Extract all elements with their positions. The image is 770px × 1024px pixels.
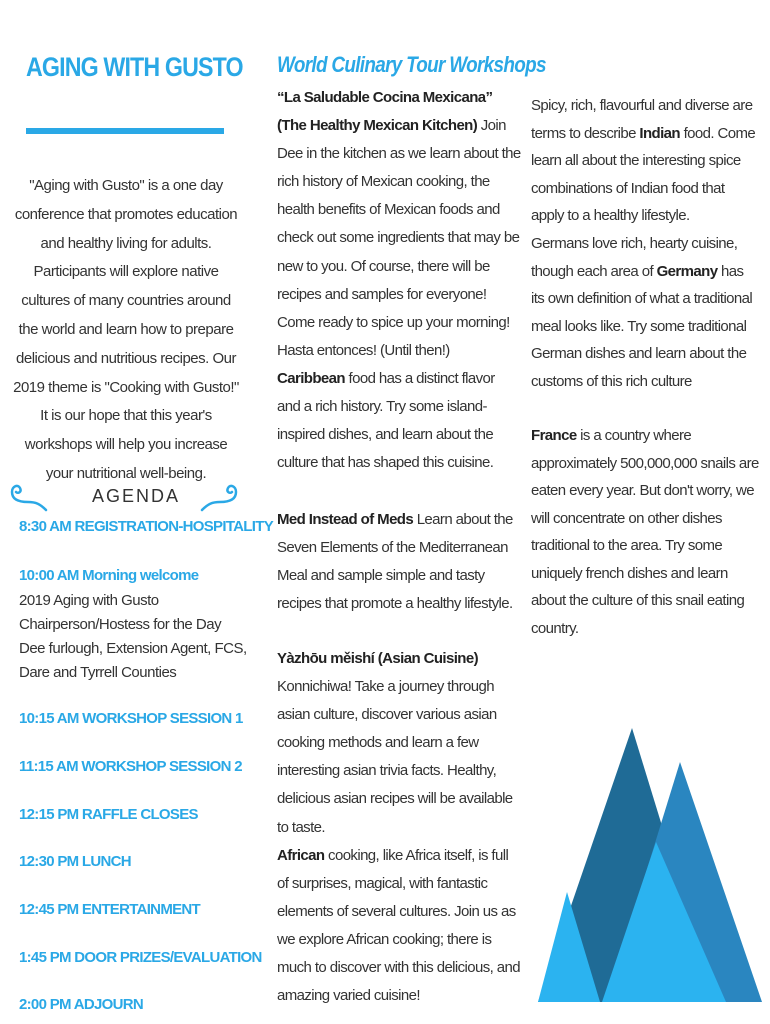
workshop-name: African bbox=[277, 847, 325, 864]
workshop-mediterranean bbox=[277, 506, 521, 618]
workshop-text: food has a distinct flavor and a rich history. Try some island-inspired dishes, and learn about the culture that has shaped this cuisine. bbox=[277, 370, 495, 472]
workshop-text-after: is a country where approximately 500,000,000 snails are eaten every year. But don't worry, we will concentrate on other dishes traditional to the area. Try some uniquely french dishes and learn about the culture of this snail eating country. bbox=[531, 427, 759, 637]
workshop-text-before: Spicy, rich, flavourful and diverse are terms to describe bbox=[531, 97, 753, 142]
mountains-graphic bbox=[530, 720, 770, 1024]
workshop-name: Germany bbox=[656, 262, 718, 280]
intro-paragraph: "Aging with Gusto" is a one day conference that promotes education and healthy living for adults. Participants will explore native cultures of many countries around the world and learn how to prepare delicious and nutritious recipes. Our 2019 theme is "Cooking with Gusto!" It is our hope that this year's workshops will help you increase your nutritional well-being. bbox=[13, 177, 239, 482]
workshop-text: Learn about the Seven Elements of the Mediterranean Meal and sample simple and tasty recipes that promote a healthy lifestyle. bbox=[277, 511, 513, 613]
workshop-text-after: food. Come learn all about the interesting spice combinations of Indian food that apply to a healthy lifestyle. bbox=[531, 124, 756, 224]
workshop-asian bbox=[277, 645, 521, 842]
title-underline bbox=[26, 128, 224, 134]
left-swirl-icon bbox=[6, 480, 50, 516]
workshop-name: Med Instead of Meds bbox=[277, 511, 414, 528]
agenda-item: 2:00 PM ADJOURN bbox=[19, 996, 143, 1013]
agenda-item: 12:30 PM LUNCH bbox=[19, 853, 131, 870]
agenda-item: 10:15 AM WORKSHOP SESSION 1 bbox=[19, 710, 243, 727]
agenda-item: 12:15 PM RAFFLE CLOSES bbox=[19, 806, 198, 823]
workshop-caribbean bbox=[277, 365, 521, 477]
workshop-african bbox=[277, 842, 521, 1011]
right-swirl-icon bbox=[198, 480, 242, 516]
agenda-header bbox=[6, 478, 242, 518]
workshop-german bbox=[531, 230, 759, 395]
workshop-name: France bbox=[531, 427, 577, 444]
workshop-name: Yàzhōu měishí (Asian Cuisine) bbox=[277, 650, 478, 667]
workshop-name: “La Saludable Cocina Mexicana” (The Healthy Mexican Kitchen) bbox=[277, 89, 493, 135]
agenda-item: 8:30 AM REGISTRATION-HOSPITALITY bbox=[19, 518, 274, 535]
brochure-title: AGING WITH GUSTO bbox=[26, 52, 243, 82]
workshop-mexican bbox=[277, 84, 521, 365]
workshop-text-after: has its own definition of what a traditional meal looks like. Try some traditional German dishes and learn about the customs of this rich culture bbox=[531, 262, 753, 390]
workshops-title: World Culinary Tour Workshops bbox=[277, 52, 546, 77]
agenda-item: 1:45 PM DOOR PRIZES/EVALUATION bbox=[19, 949, 262, 966]
workshop-name: Caribbean bbox=[277, 370, 345, 387]
workshop-text-before: Germans love rich, hearty cuisine, though each area of bbox=[531, 235, 738, 280]
agenda-item: 10:00 AM Morning welcome bbox=[19, 567, 199, 584]
workshop-france bbox=[531, 422, 759, 642]
agenda-item: 11:15 AM WORKSHOP SESSION 2 bbox=[19, 758, 242, 775]
agenda-label: AGENDA bbox=[92, 486, 181, 506]
workshop-name: Indian bbox=[639, 124, 680, 142]
agenda-item: 12:45 PM ENTERTAINMENT bbox=[19, 901, 201, 918]
workshop-indian bbox=[531, 92, 759, 230]
workshop-text: Join Dee in the kitchen as we learn about the rich history of Mexican cooking, the health benefits of Mexican foods and check out some ingredients that may be new to you. Of course, there will be recipes and samples for everyone! Come ready to spice up your morning! Hasta entonces! (Until then!) bbox=[277, 117, 521, 359]
workshop-text: cooking, like Africa itself, is full of surprises, magical, with fantastic elements of several cultures. Join us as we explore African cooking; there is much to discover with this delicious, and amazing varied cuisine! bbox=[277, 847, 521, 1005]
workshop-text: Konnichiwa! Take a journey through asian culture, discover various asian cooking methods and learn a few interesting asian trivia facts. Healthy, delicious asian recipes will be available to taste. bbox=[277, 678, 513, 836]
agenda-item-details: 2019 Aging with Gusto Chairperson/Hostess for the Day Dee furlough, Extension Agent, FCS, Dare and Tyrrell Counties bbox=[19, 592, 247, 681]
